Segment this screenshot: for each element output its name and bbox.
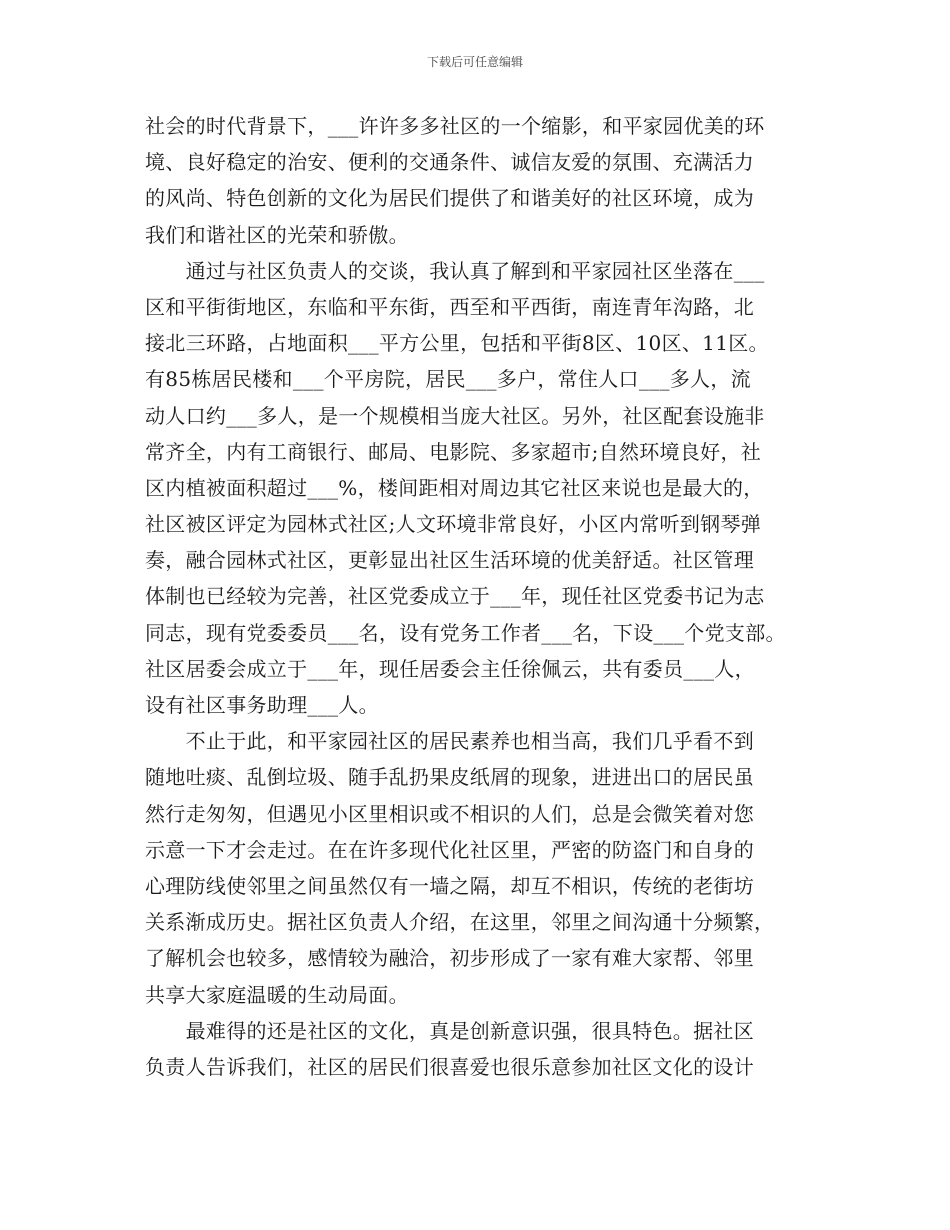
body-line: 社会的时代背景下，___许许多多社区的一个缩影，和平家园优美的环	[145, 114, 765, 138]
body-line: 关系渐成历史。据社区负责人介绍，在这里，邻里之间沟通十分频繁，	[145, 910, 775, 935]
body-line: 不止于此，和平家园社区的居民素养也相当高，我们几乎看不到	[145, 729, 754, 754]
body-line: 通过与社区负责人的交谈，我认真了解到和平家园社区坐落在___	[145, 258, 765, 283]
body-line: 设有社区事务助理___人。	[145, 693, 379, 717]
body-line: 随地吐痰、乱倒垃圾、随手乱扔果皮纸屑的现象，进进出口的居民虽	[145, 765, 754, 790]
page-header-note: 下载后可任意编辑	[426, 55, 523, 69]
body-line: 动人口约___多人，是一个规模相当庞大社区。另外，社区配套设施非	[145, 403, 765, 428]
body-line: 社区居委会成立于___年，现任居委会主任徐佩云，共有委员___人，	[145, 656, 755, 681]
document-body	[145, 108, 805, 1085]
body-line: 示意一下才会走过。在在许多现代化社区里，严密的防盗门和自身的	[145, 837, 754, 862]
body-line: 我们和谐社区的光荣和骄傲。	[145, 222, 409, 247]
body-line: 境、良好稳定的治安、便利的交通条件、诚信友爱的氛围、充满活力	[145, 150, 754, 175]
body-line: 心理防线使邻里之间虽然仅有一墙之隔，却互不相识，传统的老街坊	[145, 873, 754, 898]
body-line: 了解机会也较多，感情较为融洽，初步形成了一家有难大家帮、邻里	[145, 946, 754, 971]
body-line: 同志，现有党委委员___名，设有党务工作者___名，下设___个党支部。	[145, 620, 786, 645]
body-line: 最难得的还是社区的文化，真是创新意识强，很具特色。据社区	[145, 1018, 754, 1043]
body-line: 社区被区评定为园林式社区;人文环境非常良好，小区内常听到钢琴弹	[145, 512, 762, 537]
body-line: 常齐全，内有工商银行、邮局、电影院、多家超市;自然环境良好，社	[145, 439, 762, 464]
body-line: 接北三环路，占地面积___平方公里，包括和平街8区、10区、11区。	[145, 331, 769, 356]
body-line: 负责人告诉我们，社区的居民们很喜爱也很乐意参加社区文化的设计	[145, 1054, 754, 1079]
body-line: 区内植被面积超过___%，楼间距相对周边其它社区来说也是最大的，	[145, 475, 764, 500]
body-line: 奏，融合园林式社区，更彰显出社区生活环境的优美舒适。社区管理	[145, 548, 754, 573]
body-line: 共享大家庭温暖的生动局面。	[145, 982, 409, 1007]
body-line: 区和平街街地区，东临和平东街，西至和平西街，南连青年沟路，北	[145, 294, 754, 319]
body-line: 有85栋居民楼和___个平房院，居民___多户，常住人口___多人，流	[145, 367, 751, 392]
body-line: 体制也已经较为完善，社区党委成立于___年，现任社区党委书记为志	[145, 584, 765, 609]
body-line: 的风尚、特色创新的文化为居民们提供了和谐美好的社区环境，成为	[145, 186, 754, 211]
body-line: 然行走匆匆，但遇见小区里相识或不相识的人们，总是会微笑着对您	[145, 801, 754, 826]
